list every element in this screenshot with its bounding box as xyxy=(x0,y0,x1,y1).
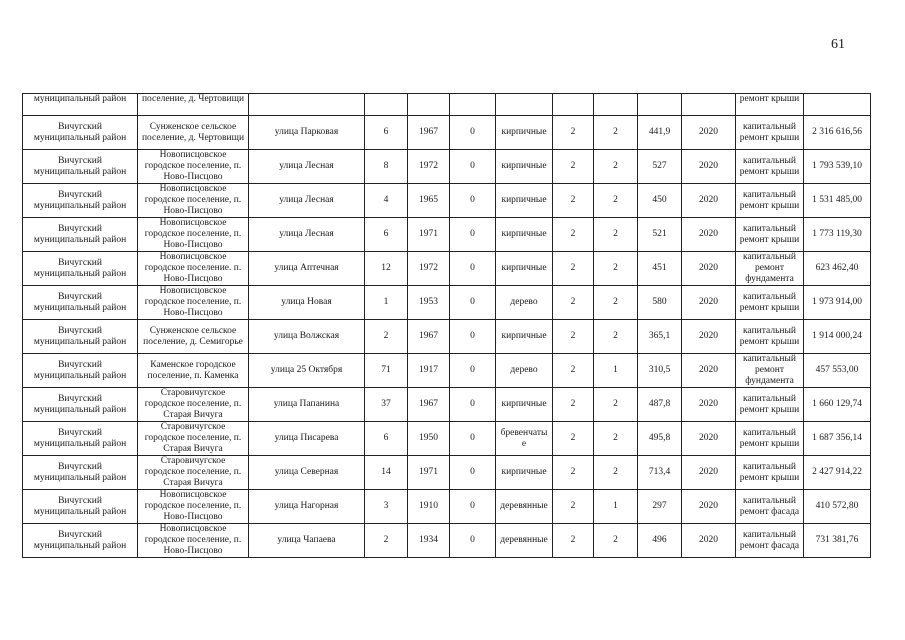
year-cell: 1971 xyxy=(408,218,450,252)
col6-cell: 0 xyxy=(450,354,496,388)
page-number: 61 xyxy=(831,37,845,52)
floors-cell: 2 xyxy=(553,184,594,218)
floors-cell: 2 xyxy=(553,320,594,354)
cost-cell: 731 381,76 xyxy=(804,524,871,558)
work-cell: капитальный ремонт крыши xyxy=(736,456,804,490)
material-cell: кирпичные xyxy=(496,252,553,286)
year-cell: 1971 xyxy=(408,456,450,490)
year-cell: 1934 xyxy=(408,524,450,558)
district-cell: Вичугский муниципальный район xyxy=(23,252,138,286)
district-cell: Вичугский муниципальный район xyxy=(23,116,138,150)
cost-cell: 1 660 129,74 xyxy=(804,388,871,422)
cost-cell: 1 973 914,00 xyxy=(804,286,871,320)
year-cell: 1953 xyxy=(408,286,450,320)
work-cell: ремонт крыши xyxy=(736,94,804,116)
year-cell: 1910 xyxy=(408,490,450,524)
col9-cell: 2 xyxy=(594,524,638,558)
floors-cell: 2 xyxy=(553,354,594,388)
work-cell: капитальный ремонт крыши xyxy=(736,286,804,320)
table-row xyxy=(23,320,871,354)
house-cell: 2 xyxy=(365,320,408,354)
repair-year-cell: 2020 xyxy=(682,286,736,320)
cost-cell: 457 553,00 xyxy=(804,354,871,388)
district-cell: муниципальный район xyxy=(23,94,138,116)
area-cell: 580 xyxy=(638,286,682,320)
col9-cell: 2 xyxy=(594,150,638,184)
col6-cell: 0 xyxy=(450,388,496,422)
material-cell: дерево xyxy=(496,286,553,320)
house-cell: 3 xyxy=(365,490,408,524)
table-row xyxy=(23,354,871,388)
col9-cell: 1 xyxy=(594,490,638,524)
col9-cell: 2 xyxy=(594,388,638,422)
district-cell: Вичугский муниципальный район xyxy=(23,320,138,354)
street-cell: улица 25 Октября xyxy=(249,354,365,388)
area-cell: 365,1 xyxy=(638,320,682,354)
repair-year-cell xyxy=(682,94,736,116)
settlement-cell: Новописцовское городское поселение, п. Ново-Писцово xyxy=(138,150,249,184)
house-cell: 6 xyxy=(365,116,408,150)
area-cell: 450 xyxy=(638,184,682,218)
repair-year-cell: 2020 xyxy=(682,116,736,150)
table-row xyxy=(23,116,871,150)
district-cell: Вичугский муниципальный район xyxy=(23,456,138,490)
district-cell: Вичугский муниципальный район xyxy=(23,286,138,320)
floors-cell: 2 xyxy=(553,286,594,320)
street-cell: улица Волжская xyxy=(249,320,365,354)
district-cell: Вичугский муниципальный район xyxy=(23,388,138,422)
cost-cell: 1 687 356,14 xyxy=(804,422,871,456)
district-cell: Вичугский муниципальный район xyxy=(23,490,138,524)
col9-cell: 2 xyxy=(594,456,638,490)
street-cell: улица Северная xyxy=(249,456,365,490)
repair-year-cell: 2020 xyxy=(682,184,736,218)
district-cell: Вичугский муниципальный район xyxy=(23,524,138,558)
col6-cell: 0 xyxy=(450,252,496,286)
work-cell: капитальный ремонт фундамента xyxy=(736,354,804,388)
repair-year-cell: 2020 xyxy=(682,388,736,422)
work-cell: капитальный ремонт фундамента xyxy=(736,252,804,286)
col6-cell: 0 xyxy=(450,320,496,354)
table-row xyxy=(23,490,871,524)
col9-cell: 2 xyxy=(594,422,638,456)
floors-cell xyxy=(553,94,594,116)
settlement-cell: Новописцовское городское поселение, п. Ново-Писцово xyxy=(138,524,249,558)
house-cell: 1 xyxy=(365,286,408,320)
material-cell: кирпичные xyxy=(496,116,553,150)
repair-year-cell: 2020 xyxy=(682,524,736,558)
cost-cell xyxy=(804,94,871,116)
district-cell: Вичугский муниципальный район xyxy=(23,184,138,218)
repair-year-cell: 2020 xyxy=(682,320,736,354)
street-cell: улица Аптечная xyxy=(249,252,365,286)
work-cell: капитальный ремонт крыши xyxy=(736,218,804,252)
material-cell: кирпичные xyxy=(496,388,553,422)
repair-year-cell: 2020 xyxy=(682,252,736,286)
material-cell: кирпичные xyxy=(496,320,553,354)
cost-cell: 2 427 914,22 xyxy=(804,456,871,490)
street-cell: улица Лесная xyxy=(249,150,365,184)
cost-cell: 410 572,80 xyxy=(804,490,871,524)
settlement-cell: Старовичугское городское поселение, п. Старая Вичуга xyxy=(138,388,249,422)
repair-year-cell: 2020 xyxy=(682,150,736,184)
street-cell: улица Лесная xyxy=(249,184,365,218)
area-cell: 496 xyxy=(638,524,682,558)
col6-cell xyxy=(450,94,496,116)
material-cell: кирпичные xyxy=(496,150,553,184)
repair-year-cell: 2020 xyxy=(682,218,736,252)
material-cell: бревенчаты е xyxy=(496,422,553,456)
col9-cell: 2 xyxy=(594,252,638,286)
year-cell: 1967 xyxy=(408,116,450,150)
col9-cell: 2 xyxy=(594,218,638,252)
cost-cell: 1 793 539,10 xyxy=(804,150,871,184)
work-cell: капитальный ремонт крыши xyxy=(736,422,804,456)
street-cell: улица Нагорная xyxy=(249,490,365,524)
work-cell: капитальный ремонт крыши xyxy=(736,116,804,150)
district-cell: Вичугский муниципальный район xyxy=(23,422,138,456)
district-cell: Вичугский муниципальный район xyxy=(23,354,138,388)
col6-cell: 0 xyxy=(450,490,496,524)
work-cell: капитальный ремонт крыши xyxy=(736,320,804,354)
repair-year-cell: 2020 xyxy=(682,490,736,524)
area-cell: 527 xyxy=(638,150,682,184)
cost-cell: 1 773 119,30 xyxy=(804,218,871,252)
floors-cell: 2 xyxy=(553,490,594,524)
district-cell: Вичугский муниципальный район xyxy=(23,150,138,184)
col6-cell: 0 xyxy=(450,286,496,320)
material-cell: кирпичные xyxy=(496,218,553,252)
col9-cell xyxy=(594,94,638,116)
cost-cell: 2 316 616,56 xyxy=(804,116,871,150)
col9-cell: 1 xyxy=(594,354,638,388)
table-row xyxy=(23,422,871,456)
table-row xyxy=(23,286,871,320)
floors-cell: 2 xyxy=(553,422,594,456)
house-cell: 37 xyxy=(365,388,408,422)
house-cell: 12 xyxy=(365,252,408,286)
cost-cell: 1 914 000,24 xyxy=(804,320,871,354)
material-cell: деревянные xyxy=(496,490,553,524)
year-cell: 1917 xyxy=(408,354,450,388)
settlement-cell: Новописцовское городское поселение, п. Ново-Писцово xyxy=(138,218,249,252)
table-row xyxy=(23,524,871,558)
area-cell: 487,8 xyxy=(638,388,682,422)
street-cell: улица Парковая xyxy=(249,116,365,150)
cost-cell: 1 531 485,00 xyxy=(804,184,871,218)
work-cell: капитальный ремонт фасада xyxy=(736,524,804,558)
settlement-cell: поселение, д. Чертовищи xyxy=(138,94,249,116)
col9-cell: 2 xyxy=(594,184,638,218)
house-cell xyxy=(365,94,408,116)
floors-cell: 2 xyxy=(553,150,594,184)
floors-cell: 2 xyxy=(553,116,594,150)
col9-cell: 2 xyxy=(594,320,638,354)
street-cell: улица Чапаева xyxy=(249,524,365,558)
house-cell: 71 xyxy=(365,354,408,388)
floors-cell: 2 xyxy=(553,218,594,252)
table-row xyxy=(23,218,871,252)
house-cell: 6 xyxy=(365,422,408,456)
year-cell xyxy=(408,94,450,116)
area-cell: 310,5 xyxy=(638,354,682,388)
table-row-continuation xyxy=(23,94,871,116)
table-row xyxy=(23,388,871,422)
col6-cell: 0 xyxy=(450,422,496,456)
street-cell: улица Папанина xyxy=(249,388,365,422)
col6-cell: 0 xyxy=(450,184,496,218)
table-row xyxy=(23,150,871,184)
street-cell: улица Новая xyxy=(249,286,365,320)
year-cell: 1972 xyxy=(408,150,450,184)
material-cell xyxy=(496,94,553,116)
year-cell: 1972 xyxy=(408,252,450,286)
work-cell: капитальный ремонт крыши xyxy=(736,184,804,218)
year-cell: 1965 xyxy=(408,184,450,218)
repair-year-cell: 2020 xyxy=(682,422,736,456)
street-cell: улица Писарева xyxy=(249,422,365,456)
col9-cell: 2 xyxy=(594,286,638,320)
table-row xyxy=(23,184,871,218)
col6-cell: 0 xyxy=(450,150,496,184)
col6-cell: 0 xyxy=(450,218,496,252)
settlement-cell: Новописцовское городское поселение. п. Ново-Писцово xyxy=(138,252,249,286)
house-cell: 14 xyxy=(365,456,408,490)
material-cell: дерево xyxy=(496,354,553,388)
year-cell: 1950 xyxy=(408,422,450,456)
area-cell xyxy=(638,94,682,116)
settlement-cell: Сунженское сельское поселение, д. Семигорье xyxy=(138,320,249,354)
work-cell: капитальный ремонт крыши xyxy=(736,388,804,422)
material-cell: кирпичные xyxy=(496,184,553,218)
floors-cell: 2 xyxy=(553,388,594,422)
district-cell: Вичугский муниципальный район xyxy=(23,218,138,252)
settlement-cell: Новописцовское городское поселение, п. Ново-Писцово xyxy=(138,490,249,524)
col6-cell: 0 xyxy=(450,524,496,558)
floors-cell: 2 xyxy=(553,456,594,490)
settlement-cell: Новописцовское городское поселение, п. Ново-Писцово xyxy=(138,184,249,218)
col9-cell: 2 xyxy=(594,116,638,150)
floors-cell: 2 xyxy=(553,524,594,558)
area-cell: 441,9 xyxy=(638,116,682,150)
housing-repair-table xyxy=(22,93,871,558)
col6-cell: 0 xyxy=(450,116,496,150)
material-cell: деревянные xyxy=(496,524,553,558)
repair-year-cell: 2020 xyxy=(682,456,736,490)
house-cell: 8 xyxy=(365,150,408,184)
year-cell: 1967 xyxy=(408,388,450,422)
repair-year-cell: 2020 xyxy=(682,354,736,388)
table-row xyxy=(23,252,871,286)
floors-cell: 2 xyxy=(553,252,594,286)
house-cell: 6 xyxy=(365,218,408,252)
work-cell: капитальный ремонт фасада xyxy=(736,490,804,524)
material-cell: кирпичные xyxy=(496,456,553,490)
settlement-cell: Старовичугское городское поселение, п. Старая Вичуга xyxy=(138,456,249,490)
work-cell: капитальный ремонт крыши xyxy=(736,150,804,184)
table-row xyxy=(23,456,871,490)
cost-cell: 623 462,40 xyxy=(804,252,871,286)
area-cell: 713,4 xyxy=(638,456,682,490)
area-cell: 495,8 xyxy=(638,422,682,456)
settlement-cell: Новописцовское городское поселение, п. Ново-Писцово xyxy=(138,286,249,320)
house-cell: 2 xyxy=(365,524,408,558)
settlement-cell: Каменское городское поселение, п. Каменка xyxy=(138,354,249,388)
house-cell: 4 xyxy=(365,184,408,218)
street-cell: улица Лесная xyxy=(249,218,365,252)
year-cell: 1967 xyxy=(408,320,450,354)
area-cell: 297 xyxy=(638,490,682,524)
col6-cell: 0 xyxy=(450,456,496,490)
settlement-cell: Старовичугское городское поселение, п. Старая Вичуга xyxy=(138,422,249,456)
settlement-cell: Сунженское сельское поселение, д. Чертовищи xyxy=(138,116,249,150)
area-cell: 451 xyxy=(638,252,682,286)
area-cell: 521 xyxy=(638,218,682,252)
street-cell xyxy=(249,94,365,116)
